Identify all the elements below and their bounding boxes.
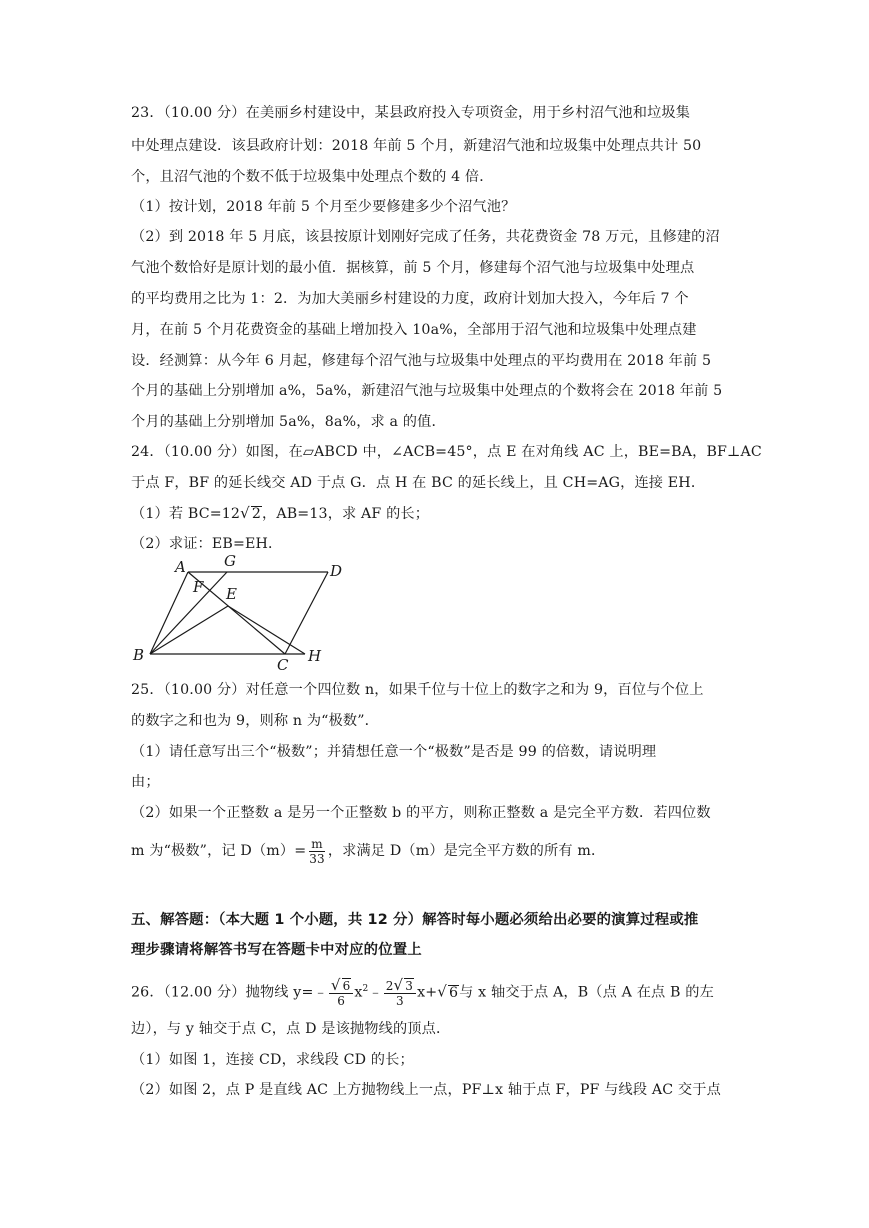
fraction-denominator: 3: [396, 993, 404, 1008]
label-A: A: [175, 558, 186, 576]
q23-line-4: （1）按计划，2018 年前 5 个月至少要修建多少个沼气池？: [131, 199, 516, 215]
q23-line-9: 设．经测算：从今年 6 月起，修建每个沼气池与垃圾集中处理点的平均费用在 2018 年前 5: [131, 353, 712, 369]
segment-EH: [228, 606, 305, 654]
sqrt-value: 6: [448, 984, 459, 1001]
fraction-numerator: [329, 975, 354, 994]
label-C: C: [277, 656, 289, 672]
q26-suffix: 与 x 轴交于点 A，B（点 A 在点 B 的左: [459, 984, 714, 1001]
q24-part1-prefix: （1）若 BC=12: [131, 506, 241, 522]
q24-line-1: 24．（10.00 分）如图，在▱ABCD 中，∠ACB=45°，点 E 在对角线 AC 上，BE=BA，BF⊥AC: [131, 444, 762, 460]
fraction-2sqrt3-over-3: [384, 975, 416, 1008]
q25-line-1: 25．（10.00 分）对任意一个四位数 n，如果千位与十位上的数字之和为 9，百位与个位上: [131, 682, 704, 698]
q25-line-6: [131, 834, 741, 868]
label-B: B: [133, 646, 145, 664]
sqrt-symbol: √: [393, 975, 404, 994]
q25-line-4: 由；: [131, 774, 160, 790]
label-G: G: [224, 552, 236, 570]
segment-BG: [150, 572, 227, 654]
q25-line-6-suffix: ，求满足 D（m）是完全平方数的所有 m．: [327, 843, 606, 859]
q25-line-6-prefix: m 为“极数”，记 D（m）=: [131, 843, 307, 859]
fraction-sqrt6-over-6: [329, 975, 354, 1008]
q23-line-5: （2）到 2018 年 5 月底，该县按原计划刚好完成了任务，共花费资金 78 万元，且修建的沼: [131, 229, 720, 245]
x-plus: x+: [417, 984, 438, 1001]
q26-line-3: （1）如图 1，连接 CD，求线段 CD 的长；: [131, 1052, 414, 1068]
label-H: H: [308, 647, 322, 665]
q24-line-4: （2）求证：EB=EH．: [131, 536, 283, 552]
q24-line-2: 于点 F，BF 的延长线交 AD 于点 G．点 H 在 BC 的延长线上，且 CH=AG，连接 EH．: [131, 475, 706, 491]
fraction-numerator: m: [311, 836, 323, 851]
parallelogram-figure: [125, 550, 355, 672]
q26-line-4: （2）如图 2，点 P 是直线 AC 上方抛物线上一点，PF⊥x 轴于点 F，PF 与线段 AC 交于点: [131, 1082, 721, 1098]
sqrt-value: 6: [342, 978, 351, 993]
var-x: x: [354, 984, 363, 1001]
q23-line-7: 的平均费用之比为 1：2．为加大美丽乡村建设的力度，政府计划加大投入，今年后 7 个: [131, 291, 689, 307]
q23-line-11: 个月的基础上分别增加 5a%，8a%，求 a 的值．: [131, 414, 446, 430]
exponent: 2: [362, 984, 369, 994]
q23-line-3: 个，且沼气池的个数不低于垃圾集中处理点个数的 4 倍．: [131, 169, 494, 185]
q23-line-1: 23．（10.00 分）在美丽乡村建设中，某县政府投入专项资金，用于乡村沼气池和垃圾集: [131, 105, 691, 121]
q24-sqrt-value: 2: [251, 506, 261, 522]
q24-line-3: [131, 503, 741, 524]
sqrt-value: 3: [405, 978, 414, 993]
coefficient: 2: [385, 978, 394, 993]
section5-heading-line-2: 理步骤请将解答书写在答题卡中对应的位置上: [131, 942, 422, 958]
minus-sign: ﹣: [368, 984, 383, 1001]
q23-line-6: 气池个数恰好是原计划的最小值．据核算，前 5 个月，修建每个沼气池与垃圾集中处理点: [131, 260, 695, 276]
segment-DC: [285, 572, 328, 654]
fraction-m-over-33: [307, 837, 327, 866]
q26-prefix: 26．（12.00 分）抛物线 y=﹣: [131, 984, 328, 1001]
q25-line-2: 的数字之和也为 9，则称 n 为“极数”．: [131, 713, 379, 729]
q25-line-3: （1）请任意写出三个“极数”；并猜想任意一个“极数”是否是 99 的倍数，请说明理: [131, 744, 657, 760]
sqrt-symbol: √: [330, 975, 341, 994]
fraction-numerator: [384, 975, 416, 994]
q23-line-2: 中处理点建设．该县政府计划：2018 年前 5 个月，新建沼气池和垃圾集中处理点共计 50: [131, 138, 702, 154]
label-E: E: [226, 585, 237, 603]
q26-line-1: [131, 970, 741, 1012]
q24-part1-suffix: ，AB=13，求 AF 的长；: [262, 506, 430, 522]
q23-line-8: 月，在前 5 个月花费资金的基础上增加投入 10a%，全部用于沼气池和垃圾集中处理点建: [131, 322, 697, 338]
label-D: D: [330, 562, 343, 580]
label-F: F: [193, 578, 204, 596]
fraction-denominator: 33: [309, 851, 325, 866]
section5-heading-line-1: 五、解答题：（本大题 1 个小题，共 12 分）解答时每小题必须给出必要的演算过程或推: [131, 912, 699, 928]
q25-line-5: （2）如果一个正整数 a 是另一个正整数 b 的平方，则称正整数 a 是完全平方数．若四位数: [131, 805, 711, 821]
fraction-denominator: 6: [337, 993, 345, 1008]
q23-line-10: 个月的基础上分别增加 a%，5a%，新建沼气池与垃圾集中处理点的个数将会在 2018 年前 5: [131, 383, 723, 399]
sqrt-symbol: √: [240, 504, 250, 522]
sqrt-symbol: √: [437, 982, 447, 1001]
q26-line-2: 边），与 y 轴交于点 C，点 D 是该抛物线的顶点．: [131, 1021, 451, 1037]
